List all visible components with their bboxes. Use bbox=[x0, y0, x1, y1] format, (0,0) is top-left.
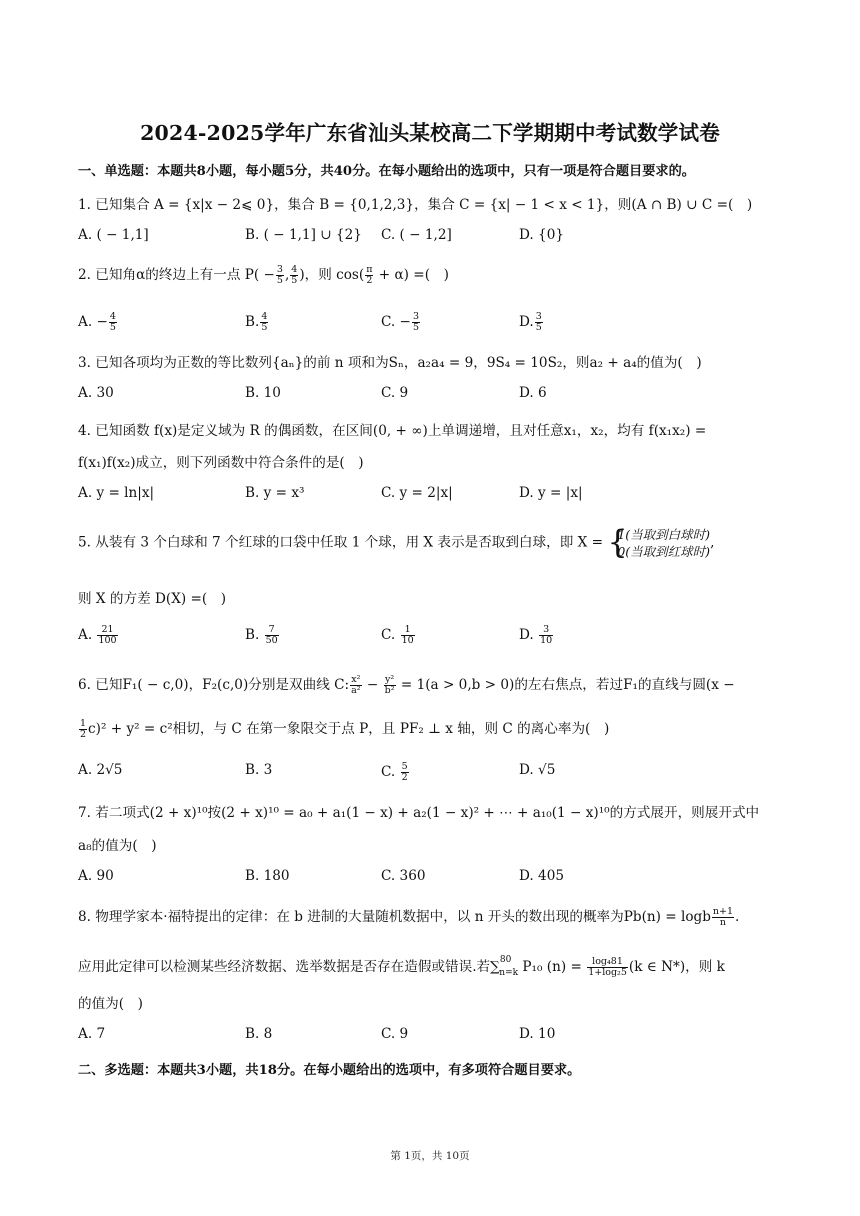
question-3-option-d: D. 6 bbox=[519, 385, 547, 401]
question-1-option-a: A. ( − 1,1] bbox=[78, 227, 149, 243]
piecewise-definition: { 1(当取到白球时) 0(当取到红球时) bbox=[607, 523, 711, 561]
question-4-option-d: D. y = |x| bbox=[519, 485, 583, 501]
question-2-stem: 2. 已知角α的终边上有一点 P( − $\frac{3}{5}$ , $\frac{4}{5}$ )，则 cos( $\frac{\pi}{2}$ + α) =( ) bbox=[78, 264, 449, 286]
question-2-stem-end: + α) =( ) bbox=[374, 267, 449, 283]
question-8-stem-text-a: 8. 物理学家本·福特提出的定律：在 b 进制的大量随机数据中，以 n 开头的数出现的概率为Pb(n) = logb bbox=[78, 909, 711, 925]
question-7-option-d: D. 405 bbox=[519, 868, 565, 884]
question-2-options bbox=[78, 312, 778, 334]
question-8-stem-text-d: (k ∈ N*)，则 k bbox=[628, 959, 725, 975]
question-4-options bbox=[78, 485, 778, 507]
question-6-stem-line-2: $\frac{1}{2}$ c)² + y² = c²相切，与 C 在第一象限交于点 P，且 PF₂ ⊥ x 轴，则 C 的离心率为( ) bbox=[80, 718, 610, 740]
question-3-stem: 3. 已知各项均为正数的等比数列{aₙ}的前 n 项和为Sₙ，a₂a₄ = 9，9S₄ = 10S₂，则a₂ + a₄的值为( ) bbox=[78, 355, 702, 371]
section-heading-multiple-choice: 二、多选题：本题共3小题，共18分。在每小题给出的选项中，有多项符合题目要求。 bbox=[78, 1063, 581, 1078]
question-8-stem-line-3: 的值为( ) bbox=[78, 996, 143, 1012]
question-5-option-b: B. $\frac{7}{50}$ bbox=[245, 624, 278, 646]
question-2-option-a: A. − $\frac{4}{5}$ bbox=[78, 311, 116, 333]
question-1-option-b: B. ( − 1,1] ∪ {2} bbox=[245, 227, 362, 243]
question-1-options bbox=[78, 227, 778, 249]
fraction: $\frac{\pi}{2}$ bbox=[366, 264, 373, 286]
question-6-option-b: B. 3 bbox=[245, 762, 273, 778]
question-5-stem-line-2: 则 X 的方差 D(X) =( ) bbox=[78, 591, 227, 607]
question-5-options bbox=[78, 625, 778, 647]
question-3-option-c: C. 9 bbox=[381, 385, 409, 401]
question-7-options bbox=[78, 868, 778, 890]
question-6-stem-text-b: = 1(a > 0,b > 0)的左右焦点，若过F₁的直线与圆(x − bbox=[396, 677, 735, 693]
question-5-option-a: A. $\frac{21}{100}$ bbox=[78, 624, 117, 646]
question-7-stem-line-1: 7. 若二项式(2 + x)¹⁰按(2 + x)¹⁰ = a₀ + a₁(1 − x) + a₂(1 − x)² + ⋯ + a₁₀(1 − x)¹⁰的方式展开，则展开式中 bbox=[78, 805, 760, 821]
question-8-option-a: A. 7 bbox=[78, 1026, 106, 1042]
question-2-option-d: D. $\frac{3}{5}$ bbox=[519, 311, 542, 333]
question-7-stem-line-2: a₈的值为( ) bbox=[78, 838, 157, 854]
question-5-option-d: D. $\frac{3}{10}$ bbox=[519, 624, 553, 646]
question-4-stem-line-2: f(x₁)f(x₂)成立，则下列函数中符合条件的是( ) bbox=[78, 455, 364, 471]
question-7-option-b: B. 180 bbox=[245, 868, 290, 884]
question-6-option-a: A. 2√5 bbox=[78, 762, 123, 778]
question-5-option-c: C. $\frac{1}{10}$ bbox=[381, 624, 414, 646]
question-7-option-a: A. 90 bbox=[78, 868, 114, 884]
question-5-stem-line-1: 5. 从装有 3 个白球和 7 个红球的口袋中任取 1 个球，用 X 表示是否取到白球，即 X = { 1(当取到白球时) 0(当取到红球时) , bbox=[78, 523, 715, 561]
question-1-option-c: C. ( − 1,2] bbox=[381, 227, 452, 243]
fraction: $\frac{3}{5}$ bbox=[276, 264, 283, 286]
question-8-stem-line-2: 应用此定律可以检测某些经济数据、选举数据是否存在造假或错误.若∑$^{80}_{n=k}$ P₁₀ (n) = $\frac{\text{log₄81}}{\text{1+log₂5}}$ (k ∈ N*)，则 k bbox=[78, 955, 725, 978]
question-7-option-c: C. 360 bbox=[381, 868, 426, 884]
question-6-stem-text-c: c)² + y² = c²相切，与 C 在第一象限交于点 P，且 PF₂ ⊥ x 轴，则 C 的离心率为( ) bbox=[88, 721, 610, 737]
question-8-stem-text-c: P₁₀ (n) = bbox=[518, 959, 582, 975]
question-8-option-d: D. 10 bbox=[519, 1026, 556, 1042]
question-3-options bbox=[78, 385, 778, 407]
question-6-stem-text-a: 6. 已知F₁( − c,0)，F₂(c,0)分别是双曲线 C: bbox=[78, 677, 350, 693]
question-6-options bbox=[78, 762, 778, 784]
question-3-option-a: A. 30 bbox=[78, 385, 114, 401]
question-8-options bbox=[78, 1026, 778, 1048]
question-1-stem: 1. 已知集合 A = {x|x − 2⩽ 0}，集合 B = {0,1,2,3}，集合 C = {x| − 1 < x < 1}，则(A ∩ B) ∪ C =( ) bbox=[78, 197, 753, 213]
question-1-option-d: D. {0} bbox=[519, 227, 565, 243]
question-2-option-c: C. − $\frac{3}{5}$ bbox=[381, 311, 419, 333]
question-4-stem-line-1: 4. 已知函数 f(x)是定义域为 R 的偶函数，在区间(0, + ∞)上单调递增，且对任意x₁，x₂，均有 f(x₁x₂) = bbox=[78, 423, 707, 439]
question-4-option-c: C. y = 2|x| bbox=[381, 485, 453, 501]
case-white: 1(当取到白球时) bbox=[617, 527, 711, 542]
fraction: $\frac{4}{5}$ bbox=[291, 264, 298, 286]
question-3-option-b: B. 10 bbox=[245, 385, 281, 401]
question-5-stem-text: 5. 从装有 3 个白球和 7 个红球的口袋中任取 1 个球，用 X 表示是否取到白球，即 X = bbox=[78, 534, 604, 551]
question-4-option-a: A. y = ln|x| bbox=[78, 485, 155, 501]
question-6-option-d: D. √5 bbox=[519, 762, 556, 778]
question-2-stem-post: ，则 cos( bbox=[304, 267, 365, 283]
section-heading-single-choice: 一、单选题：本题共8小题，每小题5分，共40分。在每小题给出的选项中，只有一项是符合题目要求的。 bbox=[78, 164, 695, 179]
question-8-option-b: B. 8 bbox=[245, 1026, 273, 1042]
question-6-option-c: C. $\frac{5}{2}$ bbox=[381, 761, 408, 783]
question-4-option-b: B. y = x³ bbox=[245, 485, 305, 501]
question-8-option-c: C. 9 bbox=[381, 1026, 409, 1042]
question-2-stem-pre: 2. 已知角α的终边上有一点 P( − bbox=[78, 267, 275, 283]
case-red: 0(当取到红球时) bbox=[617, 544, 711, 559]
question-6-stem-line-1: 6. 已知F₁( − c,0)，F₂(c,0)分别是双曲线 C: $\frac{\text{x²}}{\text{a²}}$ − $\frac{\text{y²}}{\text{b²}}$ = 1(a > 0,b > 0)的左右焦点，若过F₁的直线与圆(x − bbox=[78, 674, 735, 696]
question-8-stem-line-1: 8. 物理学家本·福特提出的定律：在 b 进制的大量随机数据中，以 n 开头的数出现的概率为Pb(n) = logb $\frac{n+1}{n}$ . bbox=[78, 906, 740, 928]
page-title: 2024-2025学年广东省汕头某校高二下学期期中考试数学试卷 bbox=[140, 121, 720, 145]
page-footer: 第 1页，共 10页 bbox=[390, 1150, 470, 1162]
question-2-option-b: B. $\frac{4}{5}$ bbox=[245, 311, 268, 333]
question-8-stem-text-b: 应用此定律可以检测某些经济数据、选举数据是否存在造假或错误.若∑ bbox=[78, 959, 500, 975]
